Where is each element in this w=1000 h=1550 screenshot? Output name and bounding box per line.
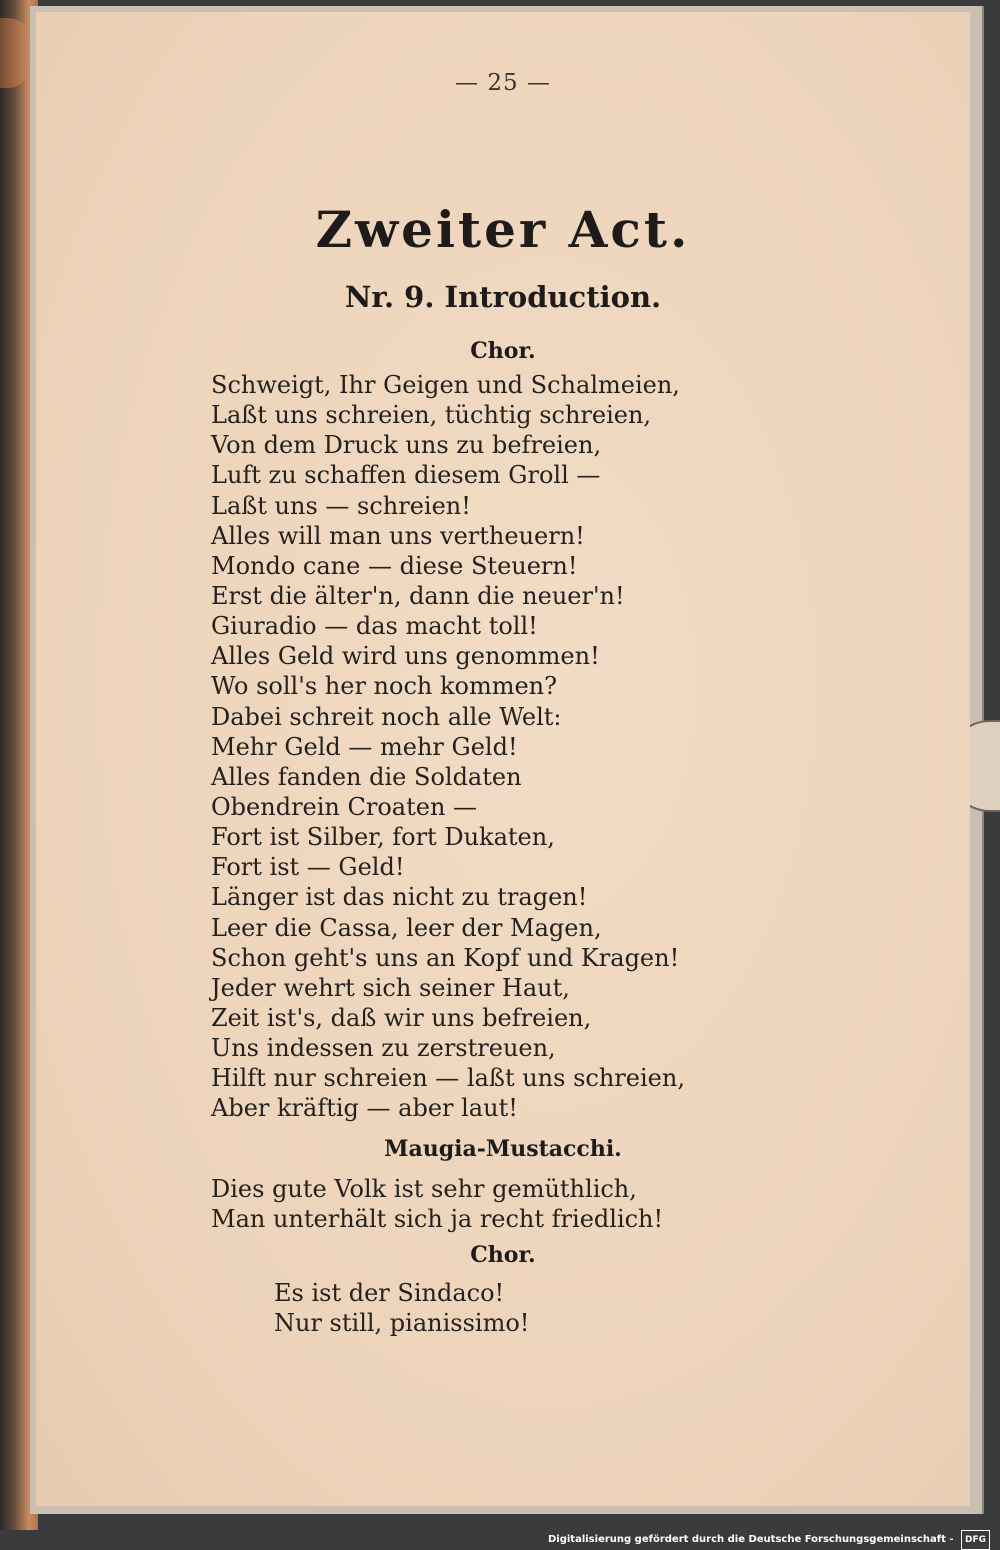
speaker-heading: Chor. [470, 338, 536, 364]
verse-line: Von dem Druck uns zu befreien, [211, 431, 602, 460]
verse-line: Es ist der Sindaco! [274, 1279, 505, 1307]
verse-line: Alles Geld wird uns genommen! [211, 642, 600, 671]
verse-line: Obendrein Croaten — [211, 792, 478, 821]
verse-line: Aber kräftig — aber laut! [211, 1094, 518, 1123]
verse-line: Leer die Cassa, leer der Magen, [211, 913, 602, 942]
verse-line: Erst die älter'n, dann die neuer'n! [211, 581, 625, 610]
verse-line: Mondo cane — diese Steuern! [211, 551, 578, 580]
verse-line: Zeit ist's, daß wir uns befreien, [211, 1003, 592, 1032]
verse-line: Wo soll's her noch kommen? [211, 672, 558, 701]
verse-line: Nur still, pianissimo! [274, 1309, 530, 1338]
verse-block [211, 370, 685, 1124]
verse-line: Jeder wehrt sich seiner Haut, [211, 973, 570, 1002]
verse-line: Giuradio — das macht toll! [211, 612, 538, 641]
verse-line: Luft zu schaffen diesem Groll — [211, 461, 601, 490]
verse-line: Dies gute Volk ist sehr gemüthlich, [211, 1175, 637, 1203]
book-page [36, 12, 970, 1506]
verse-line: Alles fanden die Soldaten [211, 762, 522, 791]
verse-line: Fort ist Silber, fort Dukaten, [211, 823, 555, 852]
verse-line: Man unterhält sich ja recht friedlich! [211, 1205, 664, 1234]
number-title: Nr. 9. Introduction. [344, 280, 662, 314]
verse-line: Fort ist — Geld! [211, 853, 405, 882]
verse-line: Mehr Geld — mehr Geld! [211, 732, 518, 761]
speaker-heading: Maugia-Mustacchi. [384, 1136, 622, 1162]
verse-line: Dabei schreit noch alle Welt: [211, 702, 562, 731]
verse-line: Uns indessen zu zerstreuen, [211, 1034, 556, 1063]
speaker-heading: Chor. [470, 1242, 536, 1268]
verse-line: Hilft nur schreien — laßt uns schreien, [211, 1064, 685, 1093]
digitization-credit [548, 1530, 990, 1548]
verse-line: Alles will man uns vertheuern! [211, 521, 585, 550]
verse-line: Laßt uns — schreien! [211, 491, 471, 520]
verse-line: Laßt uns schreien, tüchtig schreien, [211, 401, 652, 430]
verse-line: Schweigt, Ihr Geigen und Schalmeien, [211, 371, 680, 399]
verse-line: Länger ist das nicht zu tragen! [211, 883, 588, 912]
page-number: — 25 — [455, 70, 551, 96]
verse-block [211, 1174, 663, 1234]
act-title: Zweiter Act. [315, 200, 691, 259]
credit-text: Digitalisierung gefördert durch die Deutsche Forschungsgemeinschaft - [547, 1534, 954, 1545]
verse-block [274, 1278, 529, 1338]
dfg-logo: DFG [961, 1530, 990, 1550]
verse-line: Schon geht's uns an Kopf und Kragen! [211, 943, 680, 972]
spine-cap [0, 18, 30, 88]
